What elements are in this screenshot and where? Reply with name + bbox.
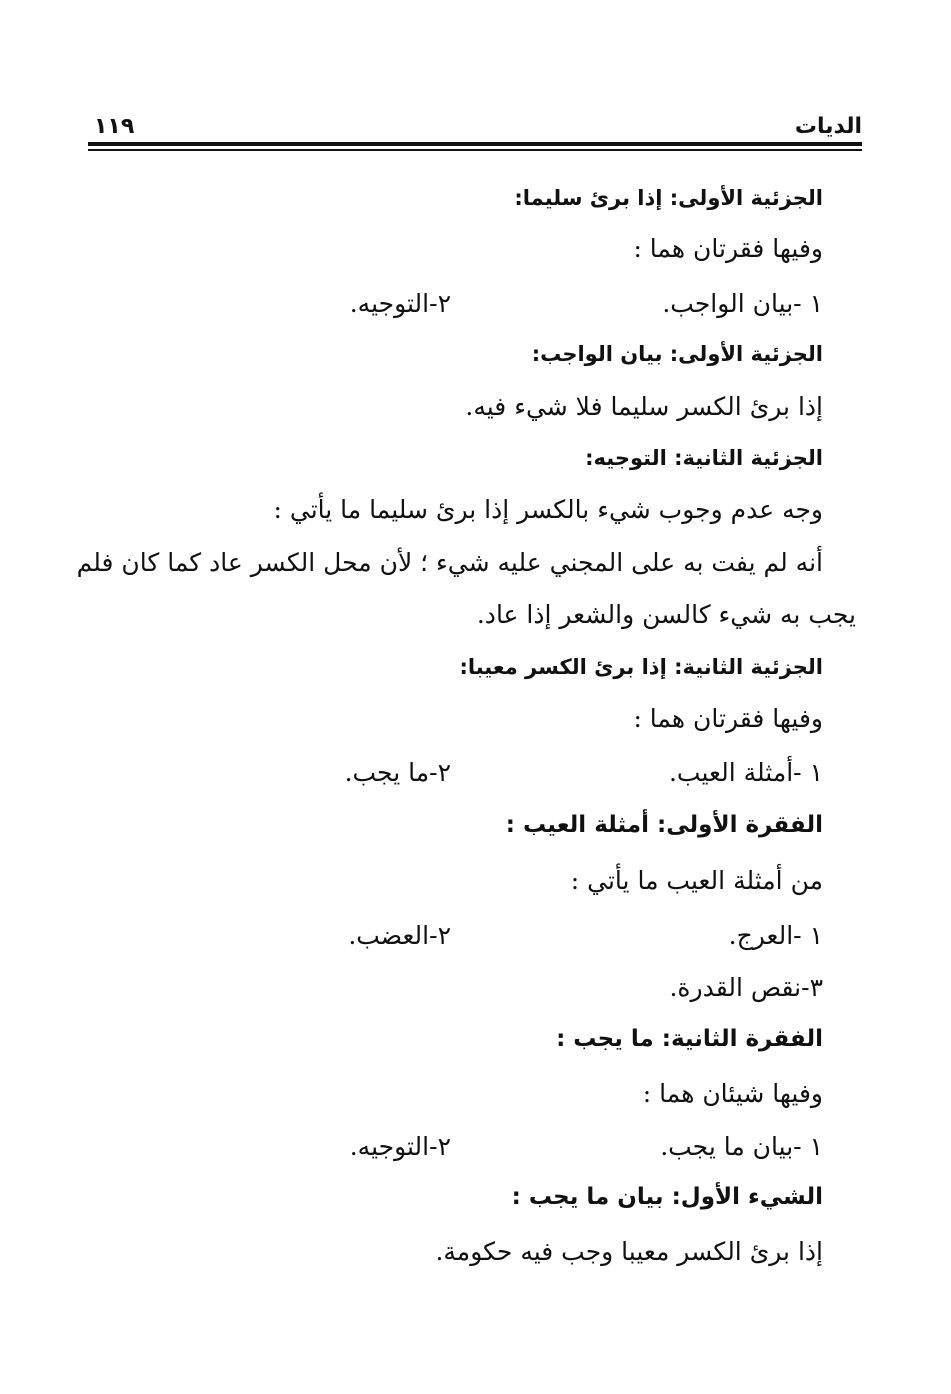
- list-item: ٣-نقص القدرة.: [669, 973, 823, 1002]
- paragraph-two-things: وفيها شيئان هما :: [642, 1079, 823, 1108]
- paragraph-examples-intro: من أمثلة العيب ما يأتي :: [570, 866, 823, 895]
- page-number: ١١٩: [94, 114, 135, 139]
- header-rule-thick: [88, 142, 862, 146]
- list-item: ٢-ما يجب.: [344, 758, 451, 787]
- list-item: ١ -بيان ما يجب.: [660, 1132, 823, 1161]
- list-item: ١ -أمثلة العيب.: [668, 758, 823, 787]
- heading-section-two-what-is-due: الفقرة الثانية: ما يجب :: [556, 1026, 823, 1052]
- heading-first-thing-statement: الشيء الأول: بيان ما يجب :: [511, 1184, 823, 1210]
- header-rule-thin: [88, 149, 862, 151]
- heading-part-one-obligation: الجزئية الأولى: بيان الواجب:: [531, 342, 823, 366]
- heading-section-one-examples: الفقرة الأولى: أمثلة العيب :: [505, 812, 823, 838]
- paragraph-no-liability: إذا برئ الكسر سليما فلا شيء فيه.: [465, 392, 823, 421]
- heading-part-two-healed-defective: الجزئية الثانية: إذا برئ الكسر معيبا:: [459, 655, 823, 679]
- running-header: [90, 112, 862, 142]
- heading-part-one-healed-sound: الجزئية الأولى: إذا برئ سليما:: [514, 186, 823, 210]
- list-item: ٢-العضب.: [348, 921, 451, 950]
- list-item: ١ -العرج.: [728, 921, 823, 950]
- list-item: ٢-التوجيه.: [349, 1132, 451, 1161]
- list-item: ٢-التوجيه.: [349, 289, 451, 318]
- list-item: ١ -بيان الواجب.: [662, 289, 823, 318]
- paragraph-justification-intro: وجه عدم وجوب شيء بالكسر إذا برئ سليما ما يأتي :: [273, 495, 823, 524]
- paragraph-two-sections: وفيها فقرتان هما :: [633, 234, 823, 263]
- heading-part-two-justification: الجزئية الثانية: التوجيه:: [585, 446, 823, 470]
- paragraph-justification-line2: يجب به شيء كالسن والشعر إذا عاد.: [476, 600, 856, 629]
- paragraph-justification-line1: أنه لم يفت به على المجني عليه شيء ؛ لأن محل الكسر عاد كما كان فلم: [76, 548, 823, 577]
- chapter-title: الديات: [794, 114, 862, 139]
- paragraph-two-sections: وفيها فقرتان هما :: [633, 704, 823, 733]
- paragraph-government-assessment: إذا برئ الكسر معيبا وجب فيه حكومة.: [435, 1237, 823, 1266]
